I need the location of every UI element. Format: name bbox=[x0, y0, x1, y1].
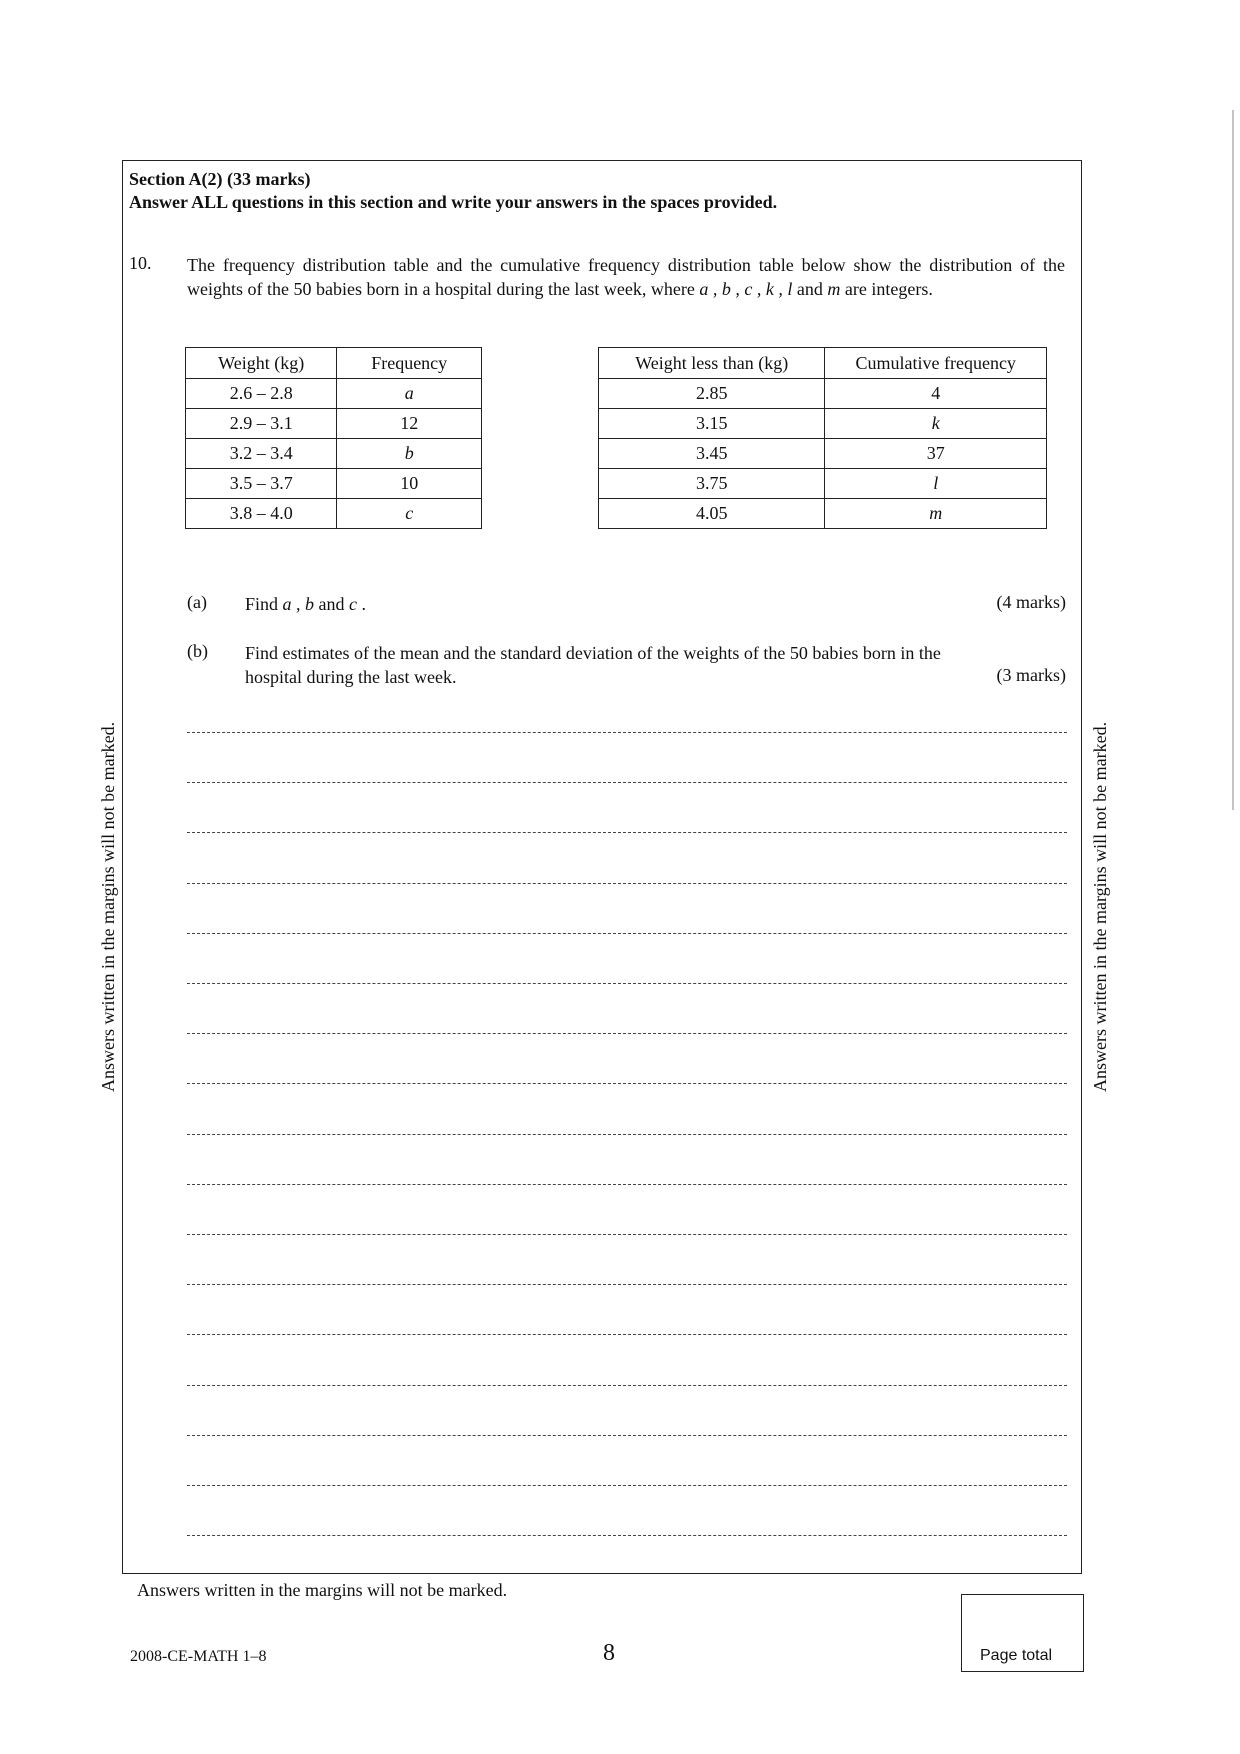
part-a-prefix: Find bbox=[245, 594, 283, 614]
table-row bbox=[599, 379, 1047, 409]
cell-weight-less-than: 2.85 bbox=[599, 379, 825, 409]
frequency-table bbox=[185, 347, 482, 529]
part-a-marks: (4 marks) bbox=[996, 592, 1066, 612]
answer-line[interactable] bbox=[187, 1134, 1067, 1135]
cell-cumulative-frequency: k bbox=[825, 409, 1047, 439]
part-b-text-line2: hospital during the last week. bbox=[245, 667, 457, 687]
table-row bbox=[186, 469, 482, 499]
answer-line[interactable] bbox=[187, 1083, 1067, 1084]
header-weight-less-than: Weight less than (kg) bbox=[599, 348, 825, 379]
part-a-and: and bbox=[314, 594, 350, 614]
answer-line[interactable] bbox=[187, 832, 1067, 833]
answer-line[interactable] bbox=[187, 782, 1067, 783]
answer-line[interactable] bbox=[187, 1284, 1067, 1285]
table-row bbox=[186, 379, 482, 409]
part-a-vars: a , b bbox=[282, 594, 315, 614]
table-row bbox=[186, 499, 482, 529]
page-total-label: Page total bbox=[980, 1647, 1053, 1664]
cell-weight: 3.5 – 3.7 bbox=[186, 469, 337, 499]
section-title: Section A(2) (33 marks) bbox=[129, 169, 311, 189]
cell-weight-less-than: 3.75 bbox=[599, 469, 825, 499]
part-a-suffix: . bbox=[357, 594, 367, 614]
cell-weight: 2.6 – 2.8 bbox=[186, 379, 337, 409]
cell-frequency: 10 bbox=[337, 469, 482, 499]
answer-line[interactable] bbox=[187, 883, 1067, 884]
answer-line[interactable] bbox=[187, 732, 1067, 733]
question-stem-part2: are integers. bbox=[840, 279, 933, 299]
cell-weight-less-than: 3.45 bbox=[599, 439, 825, 469]
cell-frequency: b bbox=[337, 439, 482, 469]
table-row bbox=[599, 499, 1047, 529]
header-weight: Weight (kg) bbox=[186, 348, 337, 379]
section-instruction: Answer ALL questions in this section and write your answers in the spaces provided. bbox=[129, 192, 778, 212]
answer-line[interactable] bbox=[187, 1234, 1067, 1235]
cell-weight: 3.2 – 3.4 bbox=[186, 439, 337, 469]
part-b-label: (b) bbox=[187, 641, 208, 661]
answer-line[interactable] bbox=[187, 1385, 1067, 1386]
table-header-row bbox=[186, 348, 482, 379]
table-row bbox=[599, 409, 1047, 439]
answer-line[interactable] bbox=[187, 1184, 1067, 1185]
margin-note-left: Answers written in the margins will not be marked. bbox=[98, 721, 118, 1092]
table-row bbox=[186, 409, 482, 439]
answer-line[interactable] bbox=[187, 1435, 1067, 1436]
answer-line[interactable] bbox=[187, 933, 1067, 934]
cell-weight: 3.8 – 4.0 bbox=[186, 499, 337, 529]
answer-line[interactable] bbox=[187, 1535, 1067, 1536]
cumulative-frequency-table bbox=[598, 347, 1047, 529]
part-a-text bbox=[245, 592, 366, 616]
page-number: 8 bbox=[603, 1640, 615, 1666]
header-cumulative-frequency: Cumulative frequency bbox=[825, 348, 1047, 379]
cell-weight: 2.9 – 3.1 bbox=[186, 409, 337, 439]
cell-frequency: a bbox=[337, 379, 482, 409]
cell-cumulative-frequency: m bbox=[825, 499, 1047, 529]
cell-cumulative-frequency: 4 bbox=[825, 379, 1047, 409]
cell-cumulative-frequency: l bbox=[825, 469, 1047, 499]
question-number: 10. bbox=[129, 253, 152, 273]
part-b-marks: (3 marks) bbox=[996, 665, 1066, 685]
scan-edge-mark bbox=[1232, 110, 1234, 810]
table-header-row bbox=[599, 348, 1047, 379]
bottom-margin-note: Answers written in the margins will not be marked. bbox=[137, 1580, 508, 1600]
cell-weight-less-than: 4.05 bbox=[599, 499, 825, 529]
answer-line[interactable] bbox=[187, 1334, 1067, 1335]
part-a-label: (a) bbox=[187, 592, 207, 612]
margin-note-right: Answers written in the margins will not be marked. bbox=[1090, 721, 1110, 1092]
question-stem-and: and bbox=[792, 279, 828, 299]
page-total-box[interactable] bbox=[961, 1594, 1084, 1672]
part-a-var-c: c bbox=[349, 594, 358, 614]
cell-frequency: 12 bbox=[337, 409, 482, 439]
cell-frequency: c bbox=[337, 499, 482, 529]
part-b-text-line1: Find estimates of the mean and the standard deviation of the weights of the 50 babies born in the bbox=[245, 643, 941, 663]
paper-code: 2008-CE-MATH 1–8 bbox=[130, 1648, 267, 1665]
answer-line[interactable] bbox=[187, 1033, 1067, 1034]
question-stem-part1: The frequency distribution table and the cumulative frequency distribution table below show the distribution of the weights of the 50 babies born in a hospital during the last week, where bbox=[187, 255, 1065, 299]
table-row bbox=[599, 469, 1047, 499]
answer-line[interactable] bbox=[187, 983, 1067, 984]
table-row bbox=[599, 439, 1047, 469]
cell-cumulative-frequency: 37 bbox=[825, 439, 1047, 469]
table-row bbox=[186, 439, 482, 469]
header-frequency: Frequency bbox=[337, 348, 482, 379]
question-stem-vars: a , b , c , k , l bbox=[699, 279, 793, 299]
answer-line[interactable] bbox=[187, 1485, 1067, 1486]
cell-weight-less-than: 3.15 bbox=[599, 409, 825, 439]
question-stem bbox=[187, 253, 1065, 301]
question-stem-var-m: m bbox=[827, 279, 841, 299]
